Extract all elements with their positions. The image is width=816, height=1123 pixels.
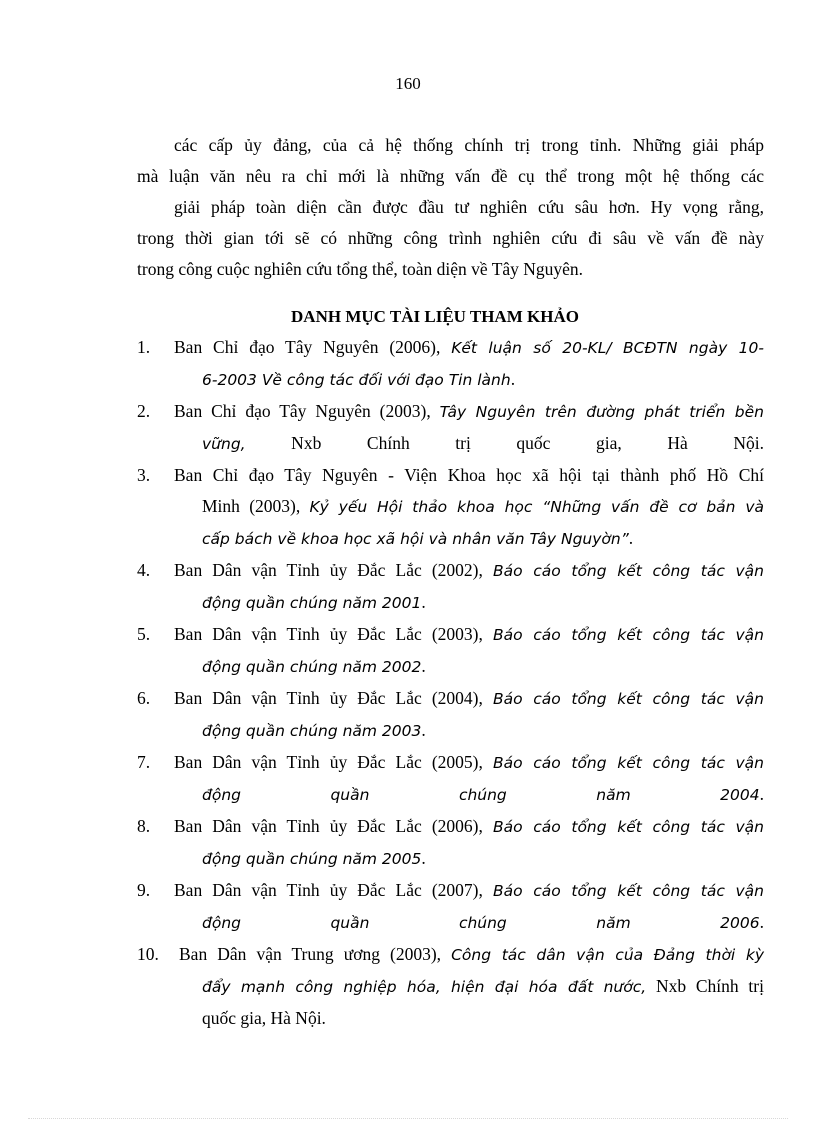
reference-item xyxy=(137,875,764,939)
reference-line xyxy=(174,907,764,939)
reference-number: 6. xyxy=(137,688,151,708)
reference-line xyxy=(179,939,764,971)
reference-text xyxy=(174,460,764,555)
reference-line: Ban Chỉ đạo Tây Nguyên - Viện Khoa học xã hội tại thành phố Hồ Chí xyxy=(174,465,764,485)
reference-title: đẩy mạnh công nghiệp hóa, hiện đại hóa đất nước, xyxy=(202,978,647,996)
reference-punct: . xyxy=(759,784,764,804)
references-heading: DANH MỤC TÀI LIỆU THAM KHẢO xyxy=(291,307,579,326)
reference-author: Ban Dân vận Trung ương (2003), xyxy=(179,944,452,964)
reference-title: Tây Nguyên trên đường phát triển bền xyxy=(439,403,764,421)
reference-punct: . xyxy=(628,528,634,548)
reference-text xyxy=(174,555,764,619)
reference-text xyxy=(174,875,764,939)
reference-number: 7. xyxy=(137,752,151,772)
reference-line xyxy=(174,715,764,747)
reference-punct: . xyxy=(421,592,426,612)
reference-line: quốc gia, Hà Nội. xyxy=(202,1008,326,1028)
intro-line: trong thời gian tới sẽ có những công trình nghiên cứu đi sâu về vấn đề này xyxy=(137,228,764,248)
reference-title: cấp bách về khoa học xã hội và nhân văn Tây Nguyờn” xyxy=(202,530,629,548)
reference-text xyxy=(174,939,764,1034)
reference-item xyxy=(137,683,764,747)
reference-text xyxy=(174,619,764,683)
reference-author: Minh (2003), xyxy=(202,496,310,516)
reference-number: 8. xyxy=(137,816,151,836)
reference-author: Ban Dân vận Tỉnh ủy Đắc Lắc (2004), xyxy=(174,688,493,708)
reference-title: động quần chúng năm 2001 xyxy=(202,594,422,612)
reference-line xyxy=(174,428,764,460)
reference-line xyxy=(174,364,764,396)
reference-line xyxy=(174,683,764,715)
reference-title: động quần chúng năm 2006 xyxy=(202,914,760,932)
reference-text xyxy=(174,396,764,460)
reference-item xyxy=(137,747,764,811)
reference-number: 5. xyxy=(137,624,151,644)
reference-line xyxy=(174,747,764,779)
intro-line: giải pháp toàn diện cần được đầu tư nghiên cứu sâu hơn. Hy vọng rằng, xyxy=(174,197,764,217)
reference-text xyxy=(174,747,764,811)
reference-line xyxy=(174,555,764,587)
reference-number: 4. xyxy=(137,560,151,580)
reference-title: Kết luận số 20-KL/ BCĐTN ngày 10- xyxy=(451,339,764,357)
reference-author: Ban Chỉ đạo Tây Nguyên (2006), xyxy=(174,337,452,357)
reference-item xyxy=(137,396,764,460)
reference-title: Báo cáo tổng kết công tác vận xyxy=(492,626,764,644)
intro-line: các cấp ủy đảng, của cả hệ thống chính trị trong tỉnh. Những giải pháp xyxy=(174,135,764,155)
reference-line xyxy=(174,491,764,523)
intro-line: trong công cuộc nghiên cứu tổng thể, toàn diện về Tây Nguyên. xyxy=(137,259,584,279)
reference-publisher: Nxb Chính trị xyxy=(646,976,764,996)
reference-title: động quần chúng năm 2002 xyxy=(202,658,422,676)
reference-text xyxy=(174,683,764,747)
reference-number: 1. xyxy=(137,337,151,357)
reference-line xyxy=(174,651,764,683)
reference-item xyxy=(137,811,764,875)
page-bottom-divider xyxy=(28,1118,788,1119)
reference-item xyxy=(137,460,764,555)
reference-author: Ban Dân vận Tỉnh ủy Đắc Lắc (2006), xyxy=(174,816,493,836)
reference-item xyxy=(137,332,764,396)
reference-author: Ban Dân vận Tỉnh ủy Đắc Lắc (2002), xyxy=(174,560,493,580)
reference-title: Báo cáo tổng kết công tác vận xyxy=(492,818,764,836)
reference-title: Kỷ yếu Hội thảo khoa học “Những vấn đề cơ bản và xyxy=(309,498,764,516)
reference-line xyxy=(174,843,764,875)
reference-title: vững, xyxy=(202,435,246,453)
reference-number: 9. xyxy=(137,880,151,900)
reference-item xyxy=(137,555,764,619)
reference-title: động quần chúng năm 2003 xyxy=(202,722,422,740)
reference-item xyxy=(137,939,764,1034)
reference-number: 2. xyxy=(137,401,151,421)
page-number: 160 xyxy=(395,74,421,93)
reference-title: động quần chúng năm 2004 xyxy=(202,786,760,804)
reference-line xyxy=(174,332,764,364)
reference-publisher: Nxb Chính trị quốc gia, Hà Nội. xyxy=(245,433,764,453)
reference-number: 10. xyxy=(137,944,159,964)
reference-line xyxy=(179,971,764,1003)
intro-paragraph xyxy=(137,130,764,285)
reference-line xyxy=(174,811,764,843)
reference-title: Báo cáo tổng kết công tác vận xyxy=(492,754,764,772)
reference-line xyxy=(174,779,764,811)
reference-list xyxy=(137,332,764,1034)
reference-author: Ban Chỉ đạo Tây Nguyên (2003), xyxy=(174,401,440,421)
reference-punct: . xyxy=(421,720,426,740)
reference-line xyxy=(174,523,764,555)
reference-author: Ban Dân vận Tỉnh ủy Đắc Lắc (2005), xyxy=(174,752,493,772)
reference-item xyxy=(137,619,764,683)
reference-title: 6-2003 Về công tác đối với đạo Tin lành xyxy=(202,371,511,389)
reference-author: Ban Dân vận Tỉnh ủy Đắc Lắc (2003), xyxy=(174,624,493,644)
reference-line xyxy=(174,587,764,619)
reference-punct: . xyxy=(421,848,426,868)
reference-title: Công tác dân vận của Đảng thời kỳ xyxy=(451,946,764,964)
reference-text xyxy=(174,332,764,396)
reference-title: động quần chúng năm 2005 xyxy=(202,850,422,868)
reference-punct: . xyxy=(510,369,516,389)
reference-text xyxy=(174,811,764,875)
reference-title: Báo cáo tổng kết công tác vận xyxy=(492,562,764,580)
reference-punct: . xyxy=(421,656,426,676)
reference-line xyxy=(174,619,764,651)
reference-punct: . xyxy=(759,912,764,932)
reference-title: Báo cáo tổng kết công tác vận xyxy=(492,690,764,708)
intro-line: mà luận văn nêu ra chỉ mới là những vấn đề cụ thể trong một hệ thống các xyxy=(137,166,764,186)
reference-author: Ban Dân vận Tỉnh ủy Đắc Lắc (2007), xyxy=(174,880,493,900)
reference-line xyxy=(174,396,764,428)
reference-title: Báo cáo tổng kết công tác vận xyxy=(492,882,764,900)
reference-number: 3. xyxy=(137,465,151,485)
reference-line xyxy=(174,875,764,907)
